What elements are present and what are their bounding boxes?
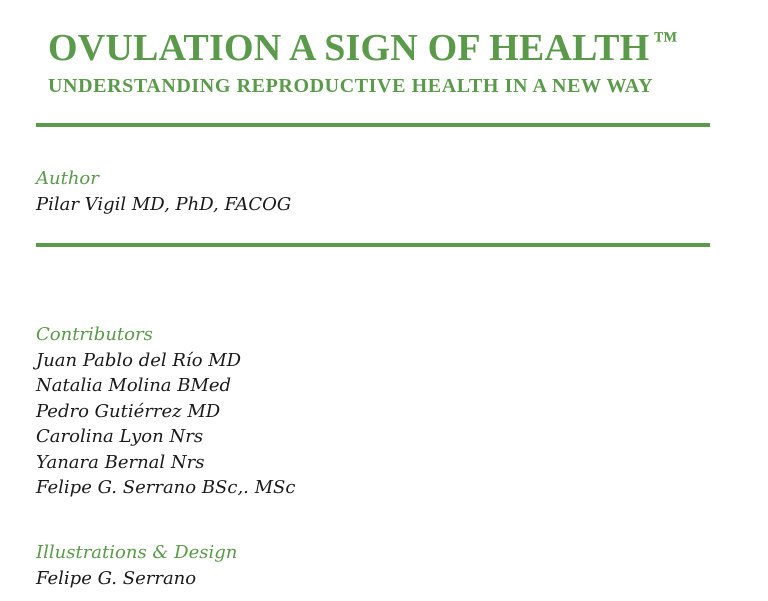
page-title — [48, 18, 678, 71]
contributors-section — [36, 322, 295, 501]
author-heading: Author — [36, 168, 99, 189]
author-section — [36, 166, 291, 217]
contributor-name: Natalia Molina BMed — [36, 375, 232, 396]
contributor-name: Carolina Lyon Nrs — [36, 426, 204, 447]
title-text: OVULATION A SIGN OF HEALTH — [48, 27, 650, 69]
contributor-name: Juan Pablo del Río MD — [36, 349, 242, 371]
contributors-heading: Contributors — [36, 324, 153, 345]
contributor-name: Felipe G. Serrano BSc,. MSc — [36, 477, 296, 498]
trademark-symbol: ™ — [653, 28, 678, 54]
author-name: Pilar Vigil MD, PhD, FACOG — [36, 193, 292, 215]
divider-top — [36, 123, 710, 127]
contributor-name: Yanara Bernal Nrs — [36, 451, 205, 473]
illustrations-section — [36, 540, 237, 591]
illustrations-heading: Illustrations & Design — [36, 542, 238, 563]
contributor-name: Pedro Gutiérrez MD — [36, 400, 221, 422]
page-subtitle: UNDERSTANDING REPRODUCTIVE HEALTH IN A NEW WAY — [48, 75, 654, 97]
illustrator-name: Felipe G. Serrano — [36, 567, 197, 589]
divider-middle — [36, 243, 710, 247]
